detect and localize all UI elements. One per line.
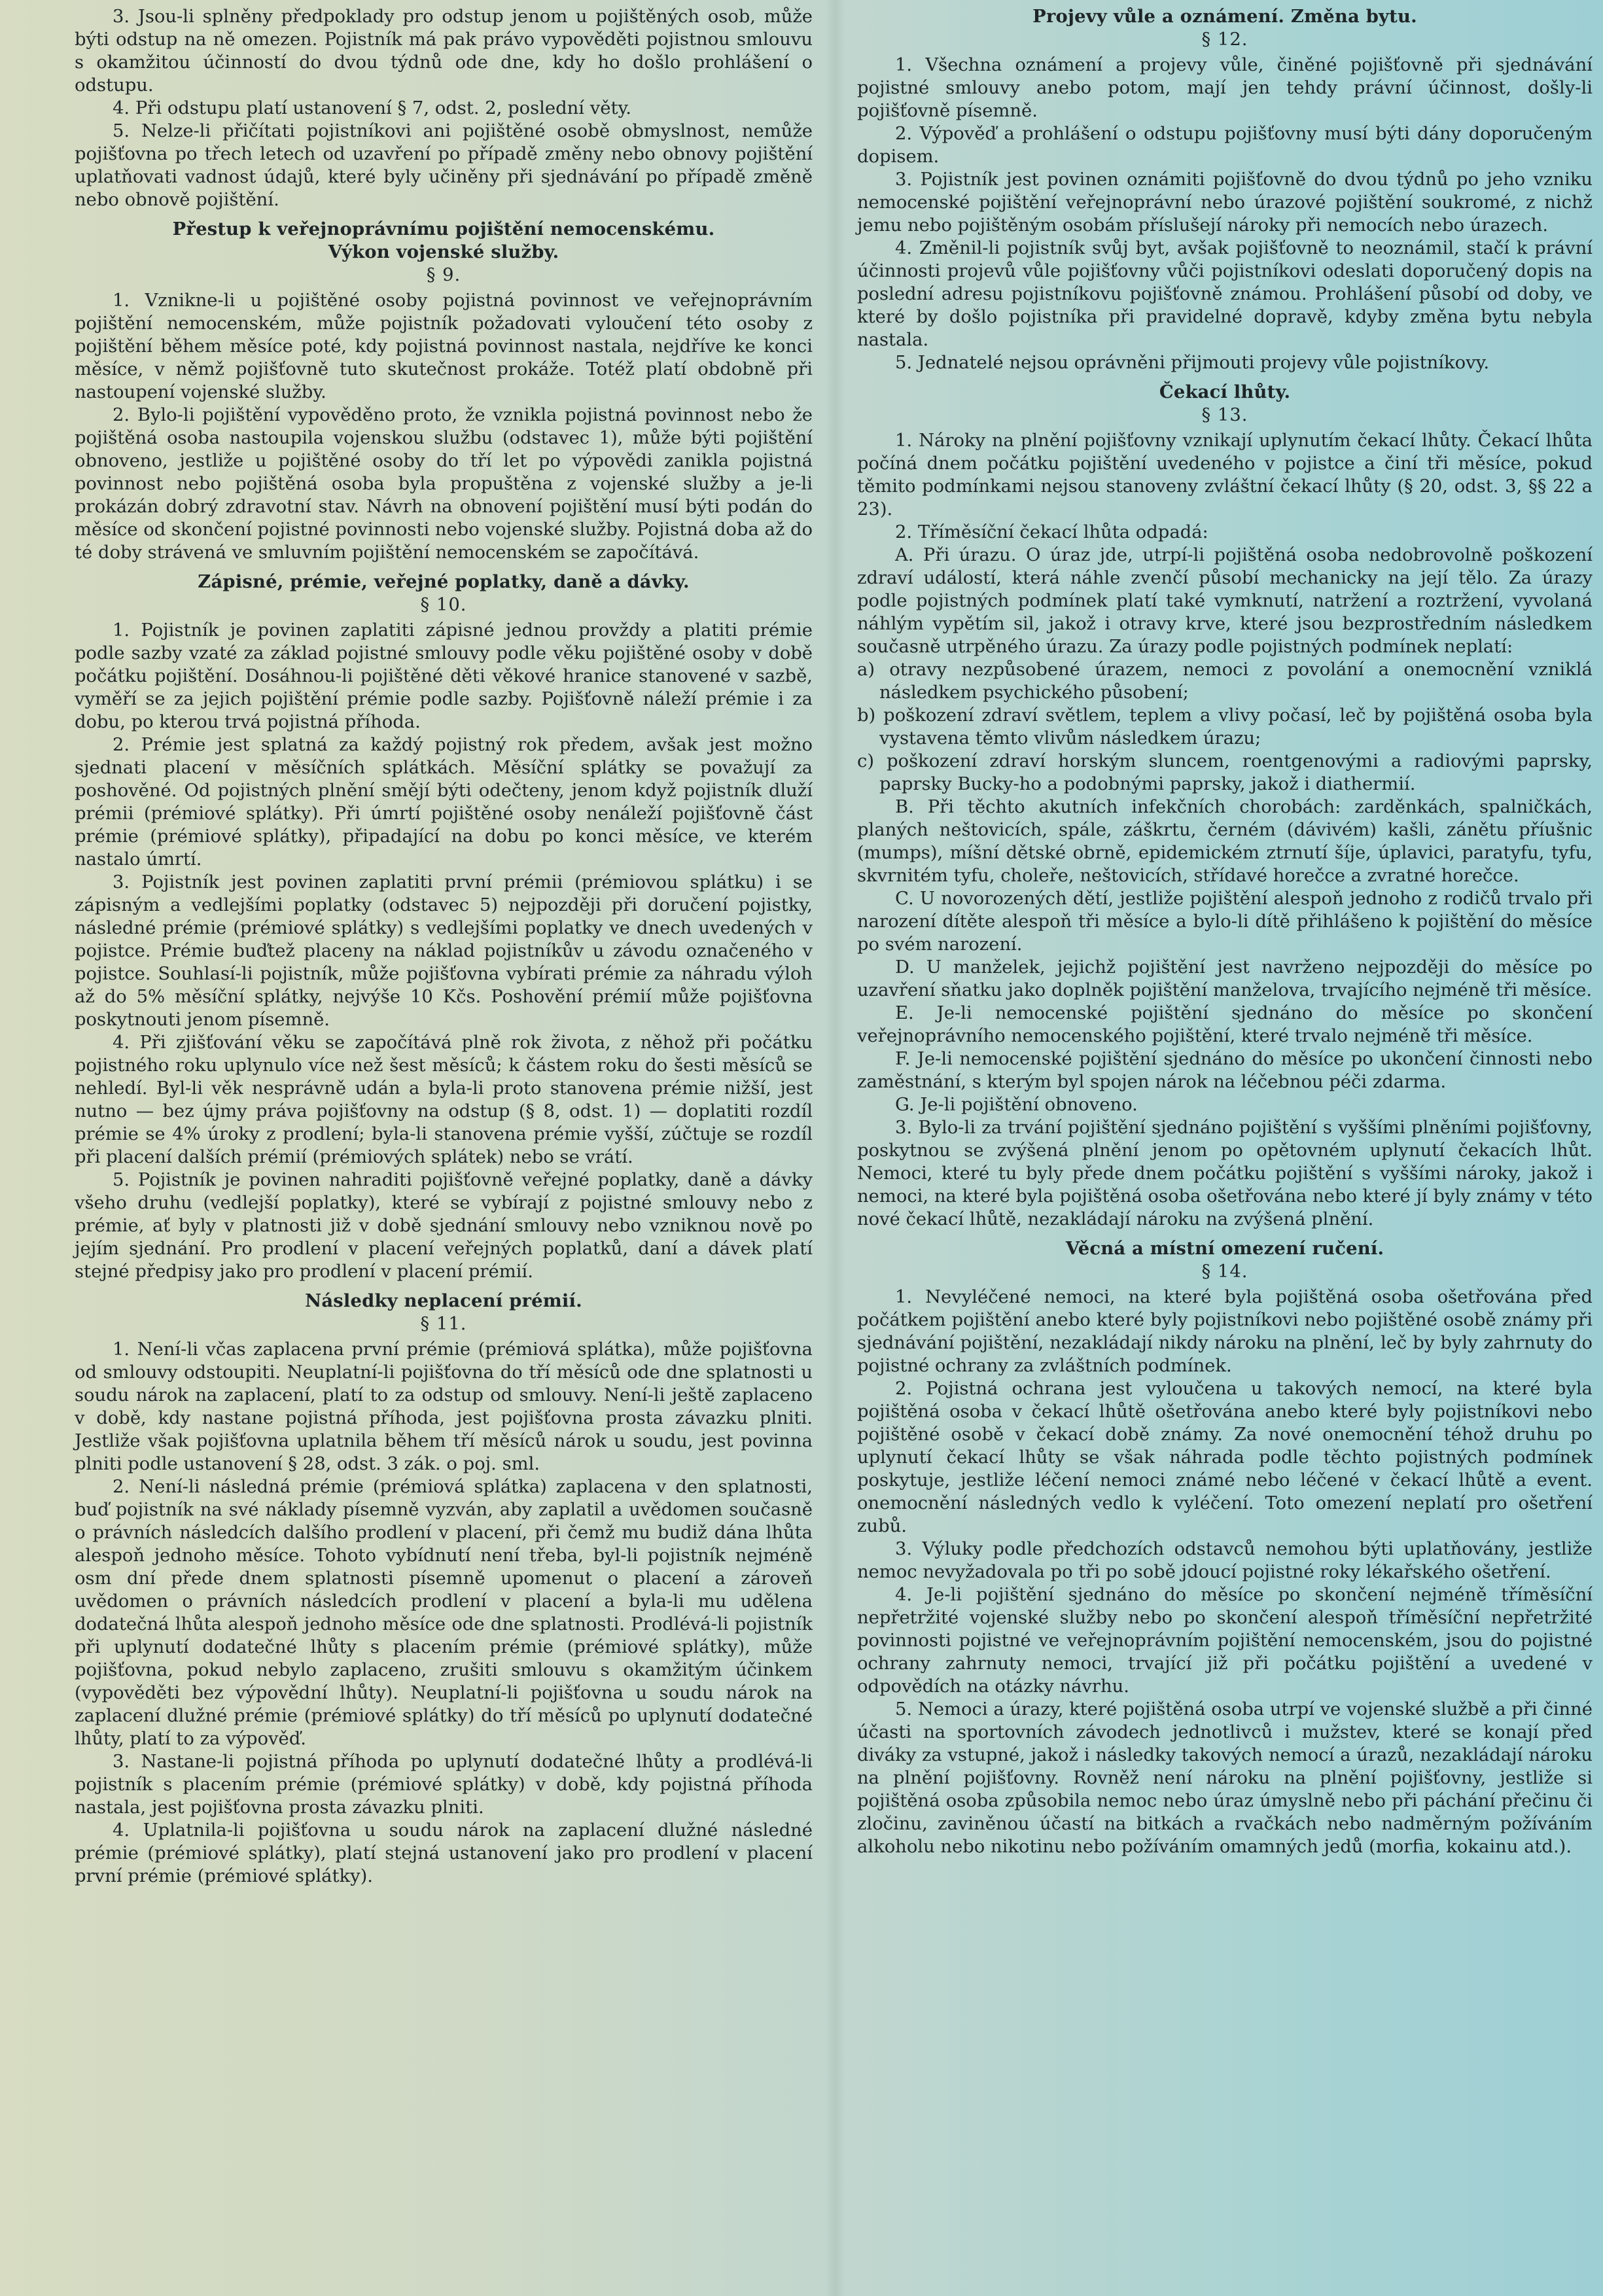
- paragraph: 4. Je-li pojištění sjednáno do měsíce po skončení nejméně tříměsíční nepřetržité vojenské služby nebo po skončení alespoň tříměsíční nepřetržité povinnosti pojistné ve veřejnoprávním pojištění nemocenském, jsou do pojistné ochrany zahrnuty nemoci, trvající již při počátku pojištění a uvedené v odpovědích na otázky návrhu.: [857, 1585, 1593, 1697]
- paragraph: 5. Pojistník je povinen nahraditi pojišťovně veřejné poplatky, daně a dávky všeho druhu (vedlejší poplatky), které se vybírají z pojistné smlouvy nebo z prémie, ať byly v platnosti již v době sjednání smlouvy nebo vzniknou nově po jejím sjednání. Pro prodlení v placení veřejných poplatků, daní a dávek platí stejné předpisy jako pro prodlení v placení prémií.: [75, 1170, 813, 1282]
- paragraph: 1. Nároky na plnění pojišťovny vznikají uplynutím čekací lhůty. Čekací lhůta počíná dnem počátku pojištění uvedeného v pojistce a činí tři měsíce, pokud těmito podmínkami nejsou stanoveny zvláštní čekací lhůty (§ 20, odst. 3, §§ 22 a 23).: [857, 431, 1593, 520]
- section-heading: Přestup k veřejnoprávnímu pojištění nemocenskému.: [172, 219, 715, 239]
- paragraph: F. Je-li nemocenské pojištění sjednáno do měsíce po ukončení činnosti nebo zaměstnání, s kterým byl spojen nárok na léčebnou péči zdarma.: [857, 1049, 1593, 1092]
- section-number: § 9.: [426, 265, 461, 285]
- page-fold: [826, 0, 845, 2296]
- section-number: § 12.: [1201, 29, 1248, 50]
- paragraph: 3. Pojistník jest povinen zaplatiti první prémii (prémiovou splátku) i se zápisným a vedlejšími poplatky (odstavec 5) nejpozději při doručení pojistky, následné prémie (prémiové splátky) s vedlejšími poplatky ve dnech uvedených v pojistce. Prémie buďtež placeny na náklad pojistníkův u závodu označeného v pojistce. Souhlasí-li pojistník, může pojišťovna vybírati prémie za náhradu výloh až do 5% měsíční splátky, nejvýše 10 Kčs. Poshovění prémií může pojišťovna poskytnouti jenom písemně.: [75, 872, 813, 1030]
- section-heading: Zápisné, prémie, veřejné poplatky, daně a dávky.: [198, 571, 690, 592]
- paragraph: 4. Změnil-li pojistník svůj byt, avšak pojišťovně to neoznámil, stačí k právní účinnosti projevů vůle pojišťovny vůči pojistníkovi odeslati doporučený dopis na poslední adresu pojistníkovu pojišťovně známou. Prohlášení působí od doby, ve které by došlo pojistníka při pravidelné dopravě, kdyby změna bytu nebyla nastala.: [857, 238, 1593, 350]
- paragraph: 2. Tříměsíční čekací lhůta odpadá:: [895, 522, 1208, 542]
- paragraph: 2. Pojistná ochrana jest vyloučena u takových nemocí, na které byla pojištěná osoba v čekací lhůtě ošetřována anebo které byly pojistníkovi nebo pojištěné osobě v čekací době známy. Za nové onemocnění téhož druhu po uplynutí čekací lhůty se však náhrada podle těchto pojistných podmínek poskytuje, jestliže léčení nemoci známé nebo léčené v čekací lhůtě a event. onemocnění následných vedlo k vyléčení. Toto omezení neplatí pro ošetření zubů.: [857, 1379, 1593, 1536]
- paragraph: 3. Pojistník jest povinen oznámiti pojišťovně do dvou týdnů po jeho vzniku nemocenské pojištění veřejnoprávní nebo úrazové pojištění soukromé, z nichž jemu nebo pojištěným osobám příslušejí nároky při nemocích nebo úrazech.: [857, 169, 1593, 236]
- paragraph: 1. Nevyléčené nemoci, na které byla pojištěná osoba ošetřována před počátkem pojištění anebo které byly pojistníkovi nebo pojištěné osobě známy při sjednávání pojištění, nezakládají nikdy nároku na plnění, leč by byly zahrnuty do pojistné ochrany za zvláštních podmínek.: [857, 1287, 1593, 1376]
- paragraph: B. Při těchto akutních infekčních chorobách: zarděnkách, spalničkách, planých neštovicích, spále, záškrtu, černém (dávivém) kašli, zánětu příušnic (mumps), míšní dětské obrně, epidemickém ztrnutí šíje, úplavici, paratyfu, tyfu, skvrnitém tyfu, choleře, neštovicích, střídavé horečce a zvratné horečce.: [857, 797, 1593, 886]
- paragraph: D. U manželek, jejichž pojištění jest navrženo nejpozději do měsíce po uzavření sňatku jako doplněk pojištění manželova, trvajícího nejméně tři měsíce.: [857, 957, 1593, 1000]
- paragraph: 1. Není-li včas zaplacena první prémie (prémiová splátka), může pojišťovna od smlouvy odstoupiti. Neuplatní-li pojišťovna do tří měsíců ode dne splatnosti u soudu nárok na zaplacení, platí to za odstup od smlouvy. Není-li ještě zaplaceno v době, kdy nastane pojistná příhoda, jest pojišťovna prosta závazku plniti. Jestliže však pojišťovna uplatnila během tří měsíců nárok u soudu, jest povinna plniti podle ustanovení § 28, odst. 3 zák. o poj. sml.: [75, 1339, 813, 1474]
- paragraph: 1. Pojistník je povinen zaplatiti zápisné jednou provždy a platiti prémie podle sazby vzaté za základ pojistné smlouvy podle věku pojištěné osoby v době počátku pojištění. Dosáhnou-li pojištěné děti věkové hranice stanovené v sazbě, vyměří se za jejich pojištění prémie podle sazby. Pojišťovně náleží prémie i za dobu, po kterou trvá pojistná příhoda.: [75, 620, 813, 732]
- section-heading: Následky neplacení prémií.: [305, 1290, 582, 1311]
- paragraph: 1. Vznikne-li u pojištěné osoby pojistná povinnost ve veřejnoprávním pojištění nemocenském, může pojistník požadovati vyloučení této osoby z pojištění během měsíce poté, kdy pojistná povinnost nastala, nejdříve ke konci měsíce, v němž pojišťovně tuto skutečnost prokáže. Totéž platí obdobně při nastoupení vojenské služby.: [75, 291, 813, 402]
- section-heading: Projevy vůle a oznámení. Změna bytu.: [1032, 6, 1417, 27]
- paragraph: E. Je-li nemocenské pojištění sjednáno do měsíce po skončení veřejnoprávního nemocenského pojištění, které trvalo nejméně tři měsíce.: [857, 1003, 1593, 1046]
- paragraph: 5. Jednatelé nejsou oprávněni přijmouti projevy vůle pojistníkovy.: [895, 353, 1490, 373]
- section-heading: Čekací lhůty.: [1159, 381, 1291, 402]
- paragraph: A. Při úrazu. O úraz jde, utrpí-li pojištěná osoba nedobrovolně poškození zdraví událostí, která náhle zvenčí působí mechanicky na její tělo. Za úrazy podle pojistných podmínek platí také vymknutí, natržení a roztržení, vyvolaná náhlým vypětím sil, jakož i otravy krve, které jsou bezprostředním následkem současně utrpěného úrazu. Za úrazy podle pojistných podmínek neplatí:: [857, 545, 1593, 657]
- paragraph: 3. Nastane-li pojistná příhoda po uplynutí dodatečné lhůty a prodlévá-li pojistník s placením prémie (prémiové splátky) v době, kdy pojistná příhoda nastala, jest pojišťovna prosta závazku plniti.: [75, 1752, 813, 1818]
- right-column: [857, 5, 1593, 1858]
- paragraph: 4. Při zjišťování věku se započítává plně rok života, z něhož při počátku pojistného roku uplynulo více než šest měsíců; k částem roku do šesti měsíců se nehledí. Byl-li věk nesprávně udán a byla-li proto stanovena prémie nižší, jest nutno — bez újmy práva pojišťovny na odstup (§ 8, odst. 1) — doplatiti rozdíl prémie se 4% úroky z prodlení; byla-li stanovena prémie vyšší, zúčtuje se rozdíl při placení dalších prémií (prémiových splátek) nebo se vrátí.: [75, 1033, 813, 1167]
- paragraph: 4. Při odstupu platí ustanovení § 7, odst. 2, poslední věty.: [113, 98, 632, 118]
- section-number: § 11.: [420, 1314, 467, 1334]
- left-column: [75, 5, 813, 1888]
- paragraph: 1. Všechna oznámení a projevy vůle, činěné pojišťovně při sjednávání pojistné smlouvy anebo potom, mají jen tehdy právní účinnost, došly-li pojišťovně písemně.: [857, 55, 1593, 121]
- section-number: § 13.: [1201, 405, 1248, 425]
- paragraph: 3. Jsou-li splněny předpoklady pro odstup jenom u pojištěných osob, může býti odstup na ně omezen. Pojistník má pak právo vypověděti pojistnou smlouvu s okamžitou účinností do dvou týdnů ode dne, kdy ho došlo prohlášení o odstupu.: [75, 7, 813, 96]
- paragraph: 5. Nemoci a úrazy, které pojištěná osoba utrpí ve vojenské službě a při činné účasti na sportovních závodech jednotlivců i mužstev, které se konají před diváky za vstupné, jakož i následky takových nemocí a úrazů, nezakládají nároku na plnění pojišťovny. Rovněž není nároku na plnění pojišťovny, jestliže si pojištěná osoba způsobila nemoc nebo úraz úmyslně nebo při páchání přečinu či zločinu, zaviněnou účastí na bitkách a rvačkách nebo nadměrným požíváním alkoholu nebo nikotinu nebo požíváním omamných jedů (morfia, kokainu atd.).: [857, 1699, 1593, 1857]
- paragraph: 4. Uplatnila-li pojišťovna u soudu nárok na zaplacení dlužné následné prémie (prémiové splátky), platí stejná ustanovení jako pro prodlení v placení první prémie (prémiové splátky).: [75, 1820, 813, 1886]
- section-heading: Výkon vojenské služby.: [328, 241, 559, 262]
- paragraph: 5. Nelze-li přičítati pojistníkovi ani pojištěné osobě obmyslnost, nemůže pojišťovna po třech letech od uzavření po případě změny nebo obnovy pojištění uplatňovati vadnost údajů, které byly učiněny při sjednávání po případě změně nebo obnově pojištění.: [75, 121, 813, 210]
- list-item: a) otravy nezpůsobené úrazem, nemoci z povolání a onemocnění vzniklá následkem psychického působení;: [857, 660, 1593, 703]
- paragraph: 2. Výpověď a prohlášení o odstupu pojišťovny musí býti dány doporučeným dopisem.: [857, 124, 1593, 167]
- section-heading: Věcná a místní omezení ručení.: [1065, 1238, 1384, 1259]
- paragraph: G. Je-li pojištění obnoveno.: [895, 1095, 1138, 1115]
- paragraph: 2. Bylo-li pojištění vypověděno proto, že vznikla pojistná povinnost nebo že pojištěná osoba nastoupila vojenskou službu (odstavec 1), může býti pojištění obnoveno, jestliže u pojištěné osoby do tří let po výpovědi zanikla pojistná povinnost nebo pojištěná osoba byla propuštěna z vojenské služby a je-li prokázán dobrý zdravotní stav. Návrh na obnovení pojištění musí býti podán do měsíce od skončení pojistné povinnosti nebo vojenské služby. Pojistná doba až do té doby strávená ve smluvním pojištění nemocenském se započítává.: [75, 405, 813, 563]
- paragraph: C. U novorozených dětí, jestliže pojištění alespoň jednoho z rodičů trvalo při narození dítěte alespoň tři měsíce a bylo-li dítě přihlášeno k pojištění do měsíce po svém narození.: [857, 889, 1593, 955]
- paragraph: 3. Výluky podle předchozích odstavců nemohou býti uplatňovány, jestliže nemoc nevyžadovala po tři po sobě jdoucí pojistné roky lékařského ošetření.: [857, 1539, 1593, 1582]
- section-number: § 10.: [420, 595, 467, 615]
- paragraph: 2. Prémie jest splatná za každý pojistný rok předem, avšak jest možno sjednati placení v měsíčních splátkách. Měsíční splátky se považují za poshověné. Od pojistných plnění smějí býti odečteny, jenom když pojistník dluží prémii (prémiové splátky). Při úmrtí pojištěné osoby nenáleží pojišťovně část prémie (prémiové splátky), připadající na dobu po konci měsíce, ve kterém nastalo úmrtí.: [75, 735, 813, 870]
- section-number: § 14.: [1201, 1262, 1248, 1282]
- paragraph: 2. Není-li následná prémie (prémiová splátka) zaplacena v den splatnosti, buď pojistník na své náklady písemně vyzván, aby zaplatil a uvědomen současně o právních následcích dalšího prodlení v placení, při čemž mu budiž dána lhůta alespoň jednoho měsíce. Tohoto vybídnutí není třeba, byl-li pojistník nejméně osm dní přede dnem splatnosti písemně upomenut o placení a zároveň uvědomen o právních následcích prodlení v placení a byla-li mu udělena dodatečná lhůta alespoň jednoho měsíce ode dne splatnosti. Prodlévá-li pojistník při uplynutí dodatečné lhůty s placením prémie (prémiové splátky), může pojišťovna, pokud nebylo zaplaceno, zrušiti smlouvu s okamžitým účinkem (vypověděti bez výpovědní lhůty). Neuplatní-li pojišťovna u soudu nárok na zaplacení dlužné prémie (prémiové splátky) do tří měsíců po uplynutí dodatečné lhůty, platí to za výpověď.: [75, 1477, 813, 1749]
- list-item: c) poškození zdraví horským sluncem, roentgenovými a radiovými paprsky, paprsky Bucky-ho a podobnými paprsky, jakož i diathermií.: [857, 751, 1593, 794]
- list-item: b) poškození zdraví světlem, teplem a vlivy počasí, leč by pojištěná osoba byla vystavena těmto vlivům následkem úrazu;: [857, 705, 1593, 749]
- paragraph: 3. Bylo-li za trvání pojištění sjednáno pojištění s vyššími plněními pojišťovny, poskytnou se zvýšená plnění jenom po opětovném uplynutí čekacích lhůt. Nemoci, které tu byly přede dnem počátku pojištění s vyššími nároky, jakož i nemoci, na které byla pojištěná osoba ošetřována nebo které jí byly známy v této nové čekací lhůtě, nezakládají nároku na zvýšená plnění.: [857, 1118, 1593, 1229]
